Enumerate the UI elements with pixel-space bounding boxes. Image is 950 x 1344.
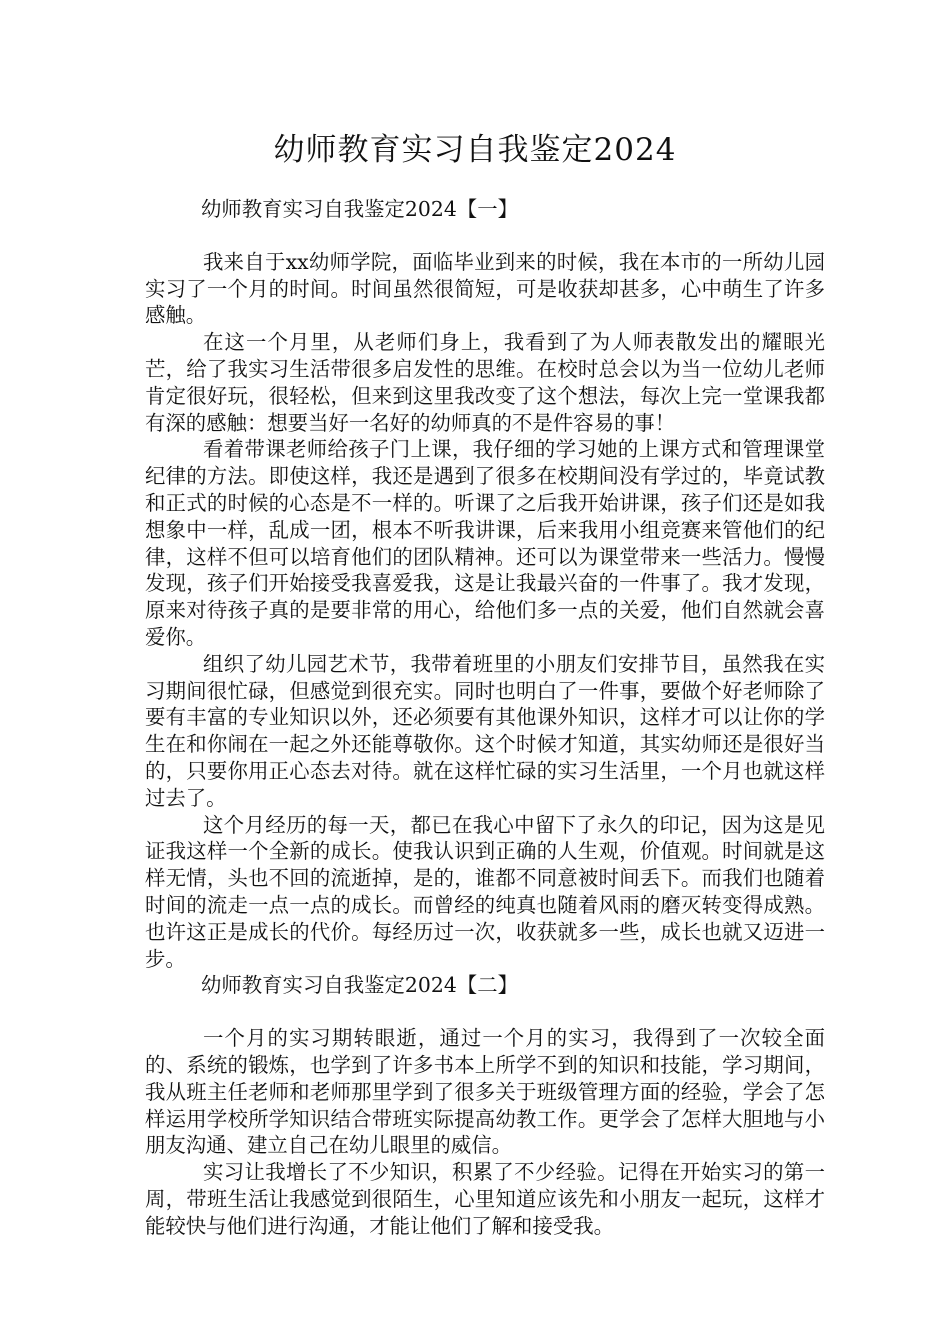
- section-1-paragraph: 在这一个月里，从老师们身上，我看到了为人师表散发出的耀眼光芒，给了我实习生活带很多启发性的思维。在校时总会以为当一位幼儿老师肯定很好玩，很轻松，但来到这里我改变了这个想法，每次上完一堂课我都有深的感触：想要当好一名好的幼师真的不是件容易的事！: [145, 330, 825, 435]
- document-body: [145, 196, 825, 1239]
- spacer: [145, 223, 825, 249]
- section-heading-1: 幼师教育实习自我鉴定2024【一】: [201, 197, 518, 221]
- section-2-paragraph: 实习让我增长了不少知识，积累了不少经验。记得在开始实习的第一周，带班生活让我感觉到很陌生，心里知道应该先和小朋友一起玩，这样才能较快与他们进行沟通，才能让他们了解和接受我。: [145, 1160, 825, 1238]
- section-2-paragraph: 一个月的实习期转眼逝，通过一个月的实习，我得到了一次较全面的、系统的锻炼，也学到了许多书本上所学不到的知识和技能，学习期间，我从班主任老师和老师那里学到了很多关于班级管理方面的经验，学会了怎样运用学校所学知识结合带班实际提高幼教工作。更学会了怎样大胆地与小朋友沟通、建立自己在幼儿眼里的威信。: [145, 1026, 825, 1158]
- section-1-paragraph: 组织了幼儿园艺术节，我带着班里的小朋友们安排节目，虽然我在实习期间很忙碌，但感觉到很充实。同时也明白了一件事，要做个好老师除了要有丰富的专业知识以外，还必须要有其他课外知识，这样才可以让你的学生在和你闹在一起之外还能尊敬你。这个时候才知道，其实幼师还是很好当的，只要你用正心态去对待。就在这样忙碌的实习生活里，一个月也就这样过去了。: [145, 651, 825, 810]
- section-1-paragraph: 看着带课老师给孩子门上课，我仔细的学习她的上课方式和管理课堂纪律的方法。即使这样，我还是遇到了很多在校期间没有学过的，毕竟试教和正式的时候的心态是不一样的。听课了之后我开始讲课，孩子们还是如我想象中一样，乱成一团，根本不听我讲课，后来我用小组竞赛来管他们的纪律，这样不但可以培育他们的团队精神。还可以为课堂带来一些活力。慢慢发现，孩子们开始接受我喜爱我，这是让我最兴奋的一件事了。我才发现，原来对待孩子真的是要非常的用心，给他们多一点的关爱，他们自然就会喜爱你。: [145, 437, 825, 649]
- section-1-paragraph: 这个月经历的每一天，都已在我心中留下了永久的印记，因为这是见证我这样一个全新的成长。使我认识到正确的人生观，价值观。时间就是这样无情，头也不回的流逝掉，是的，谁都不同意被时间丢下。而我们也随着时间的流走一点一点的成长。而曾经的纯真也随着风雨的磨灭转变得成熟。也许这正是成长的代价。每经历过一次，收获就多一些，成长也就又迈进一步。: [145, 812, 825, 971]
- document-title: 幼师教育实习自我鉴定2024: [273, 132, 677, 168]
- section-1-paragraph: 我来自于xx幼师学院，面临毕业到来的时候，我在本市的一所幼儿园实习了一个月的时间。时间虽然很简短，可是收获却甚多，心中萌生了许多感触。: [145, 249, 825, 328]
- spacer: [145, 999, 825, 1025]
- section-heading-2: 幼师教育实习自我鉴定2024【二】: [201, 973, 518, 998]
